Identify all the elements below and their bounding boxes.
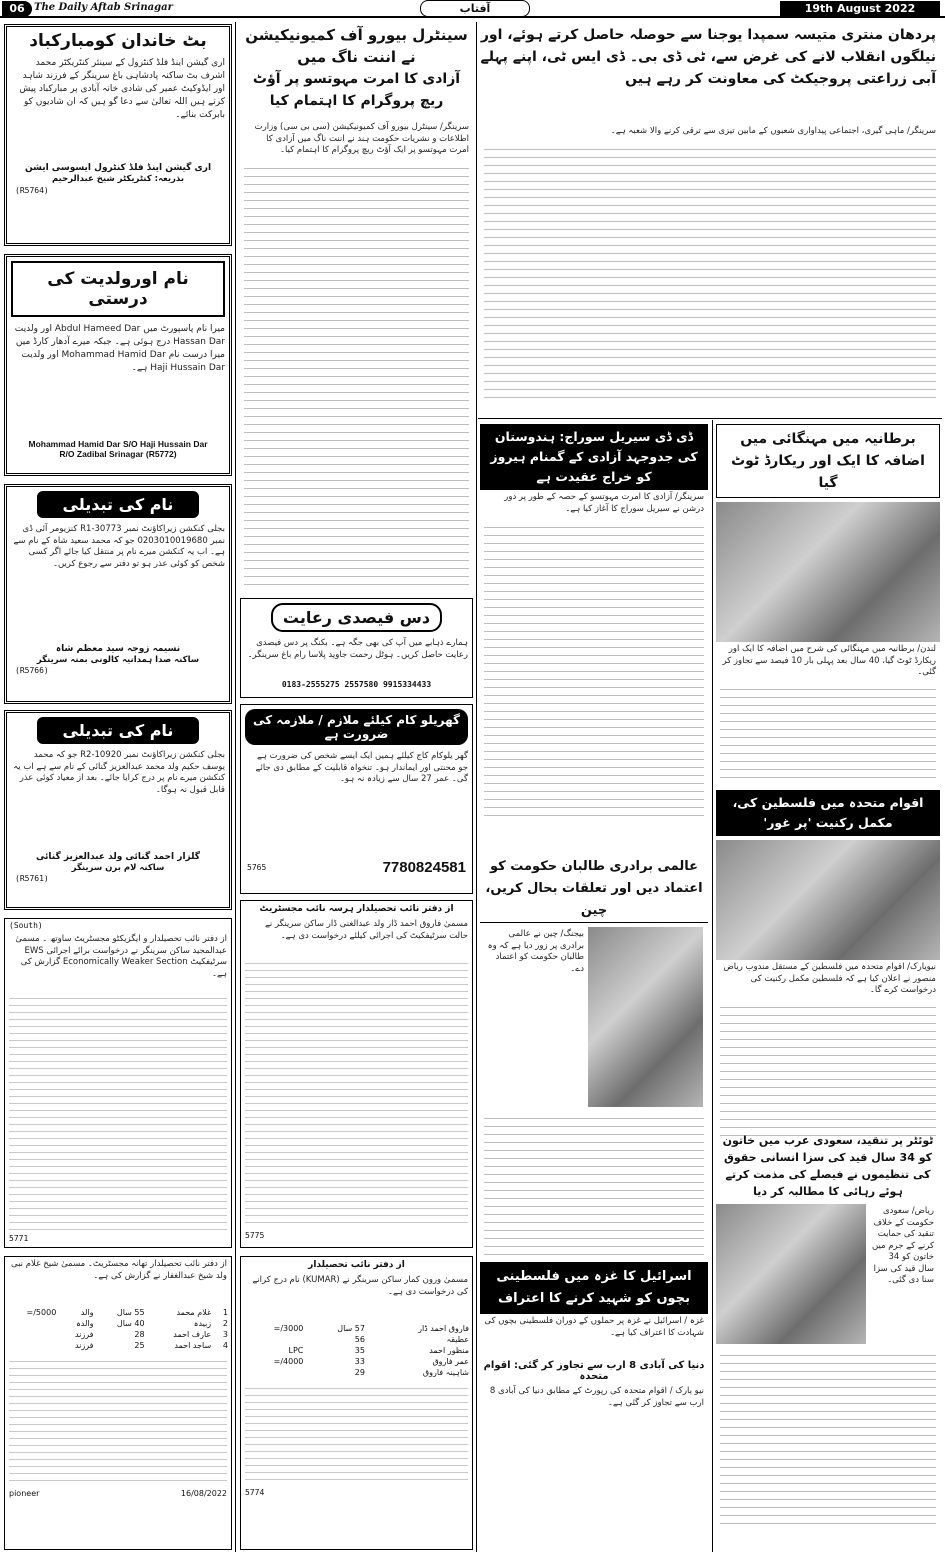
- table-row: [5, 1329, 231, 1340]
- table-cell: 55 سال: [116, 1308, 145, 1317]
- news-tdb: [480, 24, 940, 120]
- headline: برطانیہ میں مہنگائی میں اضافہ کا ایک اور ریکارڈ ٹوٹ گیا: [716, 424, 940, 498]
- article-lead: غزہ / اسرائیل نے غزہ پر حملوں کے دوران فلسطینی بچوں کی شہادت کا اعتراف کیا ہے۔: [484, 1316, 704, 1338]
- sub-article: نیو یارک / اقوام متحدہ کی رپورٹ کے مطابق دنیا کی آبادی 8 ارب سے تجاوز کر گئی ہے۔: [489, 1386, 704, 1408]
- news-photo-meeting: [716, 840, 940, 960]
- ad-signature: نسیمہ زوجہ سید معظم شاہ: [55, 644, 181, 654]
- ad-address: R/O Zadibal Srinagar (R5772): [59, 449, 177, 459]
- table-row: [241, 1367, 472, 1378]
- table-cell: 25: [134, 1341, 145, 1350]
- notice-label: (South): [9, 921, 43, 930]
- table-cell: 29: [354, 1368, 365, 1377]
- headline: پردھان منتری متیسہ سمپدا یوجنا سے حوصلہ حاصل کرتے ہوئے، اور نیلگوں انقلاب لانے کی غرض سے، ٹی ڈی بی۔ ڈی ایس ٹی، اپنے پہلے آبی زراعتی پروجیکٹ کی معاونت کر رہے ہیں: [480, 27, 936, 87]
- table-cell: 3: [222, 1330, 228, 1339]
- news-uk-inflation: [716, 424, 940, 784]
- table-cell: [241, 1334, 306, 1345]
- notice-footer: pioneer 16/08/2022: [9, 1489, 227, 1498]
- article-lead: بیجنگ/ چین نے عالمی برادری پر زور دیا ہے کہ وہ طالبان حکومت کو اعتماد دے۔: [487, 929, 584, 974]
- ad-body: بجلی کنکشن زیراکاؤنٹ نمبر 30773-R1 کنزیومر آئی ڈی نمبر 0203010019680 جو کہ محمد سعید شاہ کے نام سے ہے۔ اب یہ کنکشن میرے نام پر منتقل کیا جائے اگر کسی شخص کو کوئی عذر ہو تو دفتر سے رجوع کریں۔: [13, 524, 225, 569]
- table-cell: 4000/=: [273, 1357, 304, 1366]
- table-cell: [241, 1367, 306, 1378]
- table-cell: فرزند: [74, 1341, 94, 1350]
- article-lead: ریاض/ سعودی حکومت کے خلاف تنقید کی حمایت کرنے کے جرم میں خاتون کو 34 سال قید کی سزا سنا دی گئی۔: [871, 1206, 934, 1285]
- news-photo-market: [716, 502, 940, 642]
- table-cell: والدہ: [76, 1319, 94, 1328]
- article-lead: سرینگر/ آزادی کا امرت مہوتسو کے حصہ کے طور پر دور درشن نے سیریل سوراج کا آغاز کیا ہے۔: [504, 492, 704, 514]
- headline: ڈی ڈی سیریل سوراج: ہندوستان کی جدوجہد آزادی کے گمنام ہیروز کو خراج عقیدت ہے: [480, 424, 708, 490]
- issue-date: 19th August 2022: [780, 1, 940, 17]
- ad-code: (R5764): [15, 186, 49, 195]
- table-row: [5, 1340, 231, 1351]
- notice-text-block: [9, 1355, 227, 1485]
- ad-address: ساکنہ لام برن سرینگر: [71, 863, 165, 873]
- notice-body: مسمیٰ فاروق احمد ڈار ولد عبدالغنی ڈار ساکن سرینگر نے حالت سرٹیفکیٹ کی اجرائی کیلئے درخواست دی ہے۔: [264, 919, 468, 941]
- column-divider: [235, 22, 236, 1552]
- masthead: [0, 0, 945, 18]
- news-photo-family: [716, 1204, 866, 1344]
- table-cell: ساجد احمد: [174, 1341, 212, 1350]
- news-photo-diplomat: [588, 927, 703, 1107]
- headline: ٹوئٹر پر تنقید، سعودی عرب میں خاتون کو 34 سال قید کی سزا انسانی حقوق کی تنظیموں نے فیصلے کی مذمت کرتے ہوئے رہائی کا مطالبہ کر دیا: [722, 1134, 934, 1198]
- notice-code: 5771: [9, 1234, 29, 1243]
- ad-title: بٹ خاندان کومبارکباد: [29, 31, 207, 51]
- ad-body: میرا نام پاسپورٹ میں Abdul Hameed Dar اور ولدیت Hassan Dar درج ہوئی ہے۔ جبکہ میرے آدھار کارڈ میں میرا درست نام Mohammad Hamid Dar اور ولدیت Haji Hussain Dar ہے۔: [14, 324, 225, 373]
- news-cbc-body: سرینگر/ سینٹرل بیورو آف کمیونیکیشن (سی بی سی) وزارت اطلاعات و نشریات حکومت ہند نے اننت ناگ میں آزادی کا امرت مہوتسو پر ایک آؤٹ ریچ پروگرام کا اہتمام کیا۔: [240, 120, 473, 592]
- table-cell: 4: [222, 1341, 228, 1350]
- table-cell: 3000/=: [273, 1324, 304, 1333]
- table-cell: فاروق احمد ڈار: [418, 1324, 469, 1333]
- paper-logo: آفتاب: [420, 0, 530, 17]
- ad-code: (R5766): [15, 666, 49, 675]
- article-text-block: [484, 1111, 704, 1261]
- notice-table: [241, 1323, 472, 1378]
- news-china: [480, 856, 708, 1260]
- ad-title: نام کی تبدیلی: [37, 717, 199, 744]
- paper-name: The Daily Aftab Srinagar: [34, 2, 173, 13]
- ad-signature: Mohammad Hamid Dar S/O Haji Hussain Dar: [28, 439, 208, 449]
- notice-table: [5, 1307, 231, 1351]
- headline: اسرائیل کا غزہ میں فلسطینی بچوں کو شہید کرنے کا اعتراف: [480, 1262, 708, 1314]
- table-cell: 40 سال: [116, 1319, 145, 1328]
- ad-body: اری گیشن اینڈ فلڈ کنٹرول کے سینئر کنٹریکٹر محمد اشرف بٹ ساکنہ پادشاہی باغ سرینگر کے فرزند شاہد اور ایڈوکیٹ عمیر کی شادی خانہ آبادی پر مبارکباد پیش کرتے ہیں اللہ تعالیٰ سے دعا گو ہیں کہ ان شادیوں کو بابرکت بنائے۔: [19, 58, 225, 120]
- article-text-block: [720, 1000, 936, 1140]
- ad-title: نام کی تبدیلی: [37, 491, 199, 518]
- notice-body: از دفتر نائب تحصیلدار تھانہ مجسٹریٹ۔ مسمیٰ شیخ غلام نبی ولد شیخ عبدالغفار نے گزارش کی ہے۔: [11, 1259, 227, 1281]
- table-row: [241, 1356, 472, 1367]
- article-text-block: [484, 520, 704, 820]
- table-cell: غلام محمد: [176, 1308, 212, 1317]
- discount-ad: [240, 598, 473, 698]
- job-ad: [240, 704, 473, 894]
- article-lead: نیویارک/ اقوام متحدہ میں فلسطین کے مستقل مندوب ریاض منصور نے اعلان کیا ہے کہ فلسطین مکمل رکنیت کی درخواست کرے گا۔: [723, 962, 936, 995]
- table-cell: فرزند: [74, 1330, 94, 1339]
- column-divider: [476, 22, 477, 1552]
- notice-body: مسمیٰ ورون کمار ساکن سرینگر نے (KUMAR) نام درج کرانے کی درخواست دی ہے۔: [252, 1275, 468, 1297]
- table-row: [5, 1318, 231, 1329]
- ad-body: ہمارے ذہابے میں آپ کی بھی جگہ ہے۔ بکنگ پر دس فیصدی رعایت حاصل کریں۔ ہوٹل رحمت جاوید پلاسا رام باغ سرینگر۔: [247, 638, 468, 660]
- table-row: [5, 1307, 231, 1318]
- notice-text-block: [9, 992, 227, 1232]
- ad-body: گھر یلوکام کاج کیلئے ہمیں ایک ایسے شخص کی ضرورت ہے جو محنتی اور ایماندار ہو۔ تنخواہ قابلیت کے مطابق دی جائے گی۔ عمر 27 سال سے زیادہ نہ ہو۔: [255, 751, 468, 784]
- notice-code: 5774: [245, 1488, 265, 1497]
- table-row: [241, 1334, 472, 1345]
- table-row: [241, 1345, 472, 1356]
- ad-contact: 5765 7780824581: [247, 859, 466, 876]
- table-cell: [5, 1340, 59, 1351]
- bottom-left-notice: [4, 1256, 232, 1550]
- table-cell: 33: [354, 1357, 365, 1366]
- notice-title: از دفتر نائب تحصیلدار: [308, 1260, 405, 1270]
- subheadline: دنیا کی آبادی 8 ارب سے تجاوز کر گئی: اقوام متحدہ: [483, 1360, 705, 1382]
- article-text-block: [720, 682, 936, 782]
- ad-by: بذریعہ: کنٹریکٹر شیخ عبدالرحیم: [51, 174, 185, 184]
- name-change-ad-1: [4, 484, 232, 704]
- notice-body: از دفتر نائب تحصیلدار و ایگزیکٹو مجسٹریٹ ساوتھ ۔ مسمیٰ عبدالمجید ساکن سرینگر نے درخواست برائے اجرائی EWS سرٹیفکیٹ Economically Weaker Section گزارش کی ہے۔: [15, 934, 227, 979]
- news-israel: [480, 1262, 708, 1550]
- headline: اقوام متحدہ میں فلسطین کی، مکمل رکنیت 'پر غور': [716, 790, 940, 836]
- news-tdb-body: سرینگر/ ماہی گیری، اجتماعی پیداواری شعبوں کے مابین تیزی سے ترقی کرنے والا شعبہ ہے۔: [480, 124, 940, 414]
- notice-code: 5775: [245, 1231, 265, 1240]
- ad-title: دس فیصدی رعایت: [271, 603, 442, 632]
- table-cell: 28: [134, 1330, 145, 1339]
- section-rule: [478, 418, 942, 419]
- headline: عالمی برادری طالبان حکومت کو اعتماد دیں اور تعلقات بحال کریں، چین: [480, 856, 708, 923]
- news-saudi: [716, 1132, 940, 1550]
- table-cell: LPC: [288, 1346, 304, 1355]
- ad-title: گھریلو کام کیلئے ملازم / ملازمہ کی ضرورت ہے: [245, 709, 468, 745]
- kumar-notice: [240, 1256, 473, 1550]
- ad-phones: 0183-2555275 2557580 9915334433: [281, 680, 432, 689]
- ews-notice: [4, 918, 232, 1248]
- table-cell: 5000/=: [26, 1308, 57, 1317]
- ad-address: ساکنہ صدا ہمدانیہ کالونی بمنہ سرینگر: [36, 655, 200, 665]
- ad-title: نام اورولدیت کی درستی: [11, 261, 225, 317]
- subheadline: آزادی کا امرت مہوتسو پر آؤٹ ریچ پروگرام کا اہتمام کیا: [252, 71, 461, 109]
- news-dd-serial: [480, 424, 708, 824]
- table-cell: زبیدہ: [193, 1319, 212, 1328]
- notice-title: از دفتر نائب تحصیلدار ہرسہ نائب مجسٹریٹ: [259, 904, 454, 914]
- column-divider: [712, 420, 713, 1552]
- ad-signoff: اری گیشن اینڈ فلڈ کنٹرول ایسوسی ایشن: [24, 163, 212, 173]
- news-cbc: [240, 24, 473, 118]
- ad-body: بجلی کنکشن زیراکاؤنٹ نمبر 10920-R2 جو کہ محمد یوسف حکیم ولد محمد عبدالعزیز گنائی کے نام سے ہے اب یہ کنکشن میرے نام پر درج کرایا جائے۔ بعد از معیاد کوئی عذر قابل قبول نہ ہوگا۔: [13, 750, 225, 795]
- ad-code: (R5761): [15, 874, 49, 883]
- ad-signature: گلزار احمد گنائی ولد عبدالعزیز گنائی: [35, 852, 201, 862]
- table-cell: [5, 1329, 59, 1340]
- table-cell: شاہینہ فاروق: [422, 1368, 469, 1377]
- table-row: [241, 1323, 472, 1334]
- table-cell: 56: [354, 1335, 365, 1344]
- headline: سینٹرل بیورو آف کمیونیکیشن نے اننت ناگ میں: [245, 26, 468, 66]
- congrats-ad: [4, 24, 232, 246]
- table-cell: 57 سال: [337, 1324, 365, 1333]
- news-palestine-un: [716, 790, 940, 1130]
- table-cell: 2: [222, 1319, 228, 1328]
- table-cell: عارف احمد: [173, 1330, 212, 1339]
- notice-text-block: [245, 957, 468, 1229]
- table-cell: منظور احمد: [429, 1346, 469, 1355]
- name-change-ad-2: [4, 710, 232, 910]
- name-correction-ad: [4, 254, 232, 476]
- table-cell: عمر فاروق: [432, 1357, 469, 1366]
- table-cell: 1: [222, 1308, 228, 1317]
- page-number: 06: [2, 1, 32, 17]
- ad-phone: 7780824581: [382, 859, 466, 876]
- article-lead: لندن/ برطانیہ میں مہنگائی کی شرح میں اضافہ کا ایک اور ریکارڈ ٹوٹ گیا، 40 سال بعد پہلی بار 10 فیصد سے تجاوز کر گئی۔: [722, 644, 936, 677]
- notice-text-block: [245, 1382, 468, 1482]
- table-cell: والد: [80, 1308, 94, 1317]
- table-cell: [5, 1318, 59, 1329]
- table-cell: 35: [354, 1346, 365, 1355]
- article-text-block: [720, 1348, 936, 1528]
- tehsil-notice: [240, 900, 473, 1248]
- table-cell: عطیقہ: [446, 1335, 469, 1344]
